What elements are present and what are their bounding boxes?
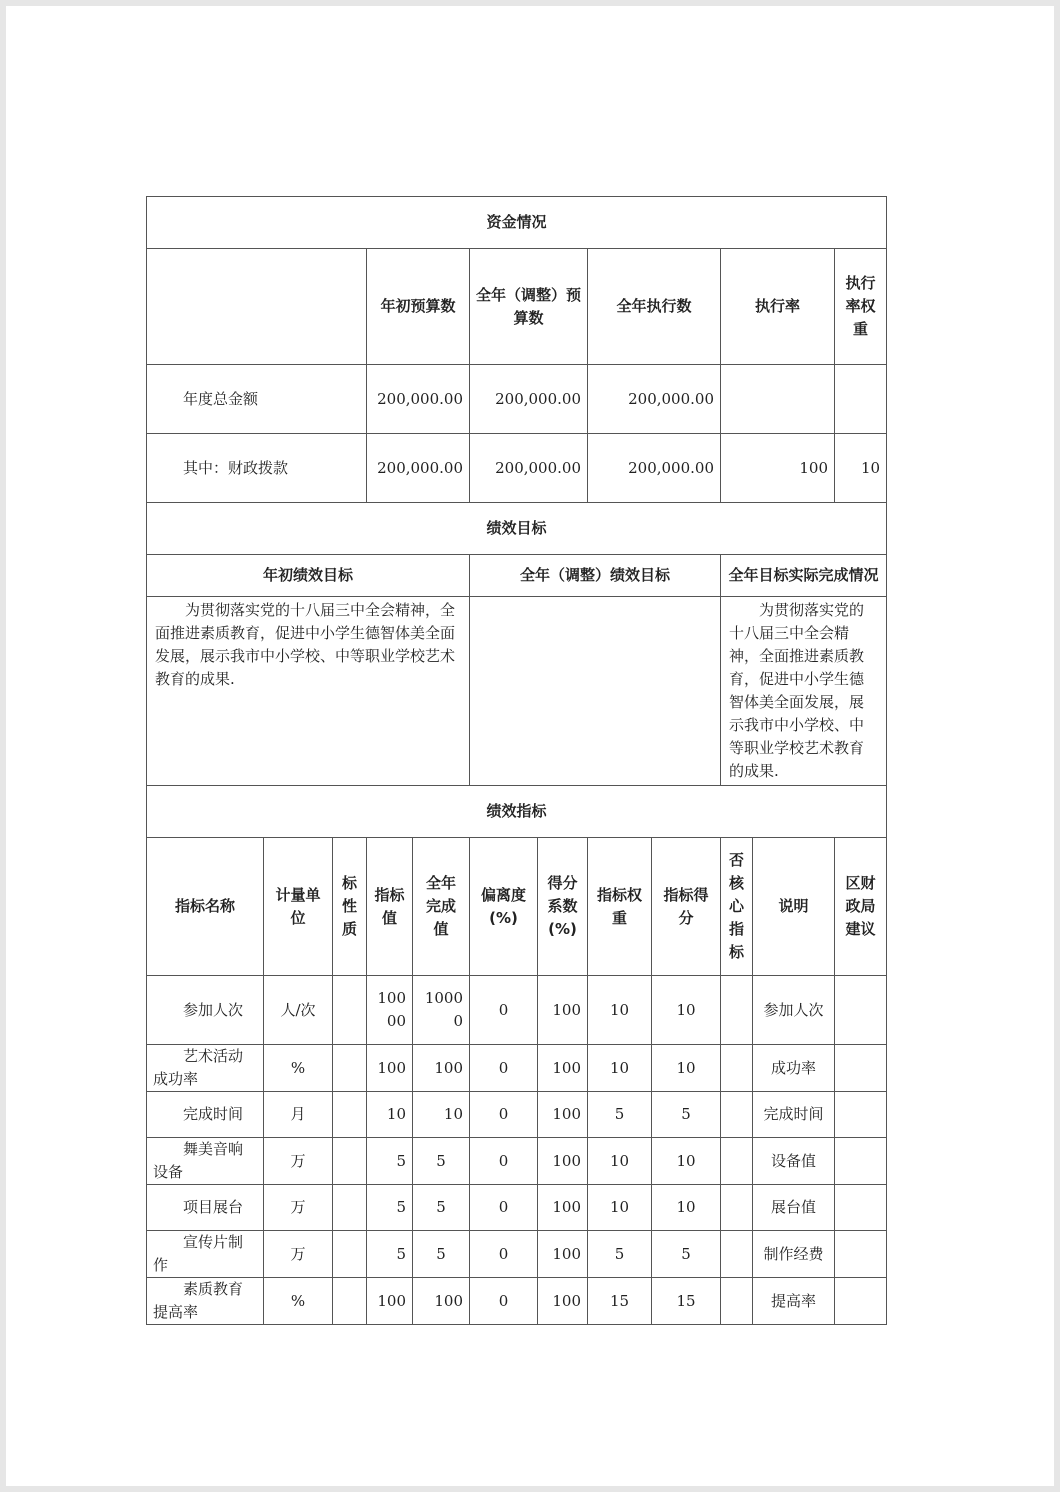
funds-row-label: 其中：财政拨款 [147,434,367,503]
ind-weight: 10 [588,1185,652,1231]
ind-nature [333,1092,367,1138]
ind-advice [835,1092,887,1138]
funds-initial-value: 200,000.00 [367,365,470,434]
ind-deviation: 0 [470,976,538,1045]
funds-header-blank [147,249,367,365]
ind-nature [333,1138,367,1185]
ind-nature [333,1185,367,1231]
funds-adjusted-value: 200,000.00 [470,365,588,434]
ind-deviation: 0 [470,1231,538,1278]
funds-executed-value: 200,000.00 [588,365,721,434]
ind-nature [333,976,367,1045]
goals-header-actual: 全年目标实际完成情况 [721,555,887,597]
table-row [147,1092,887,1138]
ind-weight: 10 [588,976,652,1045]
ind-weight: 10 [588,1138,652,1185]
table-row [147,1185,887,1231]
funds-header-initial: 年初预算数 [367,249,470,365]
ind-header-note: 说明 [753,838,835,976]
ind-deviation: 0 [470,1045,538,1092]
funds-adjusted-value: 200,000.00 [470,434,588,503]
funds-weight-value: 10 [835,434,887,503]
ind-target: 10 [367,1092,413,1138]
ind-coef: 100 [538,1045,588,1092]
ind-actual: 10 [413,1092,470,1138]
ind-coef: 100 [538,976,588,1045]
ind-core [721,1231,753,1278]
ind-target: 100 [367,1045,413,1092]
ind-weight: 15 [588,1278,652,1325]
table-row [147,976,887,1045]
ind-score: 10 [652,1138,721,1185]
ind-note: 成功率 [753,1045,835,1092]
ind-nature [333,1231,367,1278]
ind-header-deviation: 偏离度(%) [470,838,538,976]
ind-target: 5 [367,1231,413,1278]
ind-weight: 5 [588,1231,652,1278]
ind-nature [333,1278,367,1325]
funds-row-total [147,365,887,434]
funds-header-weight: 执行率权重 [835,249,887,365]
ind-score: 5 [652,1231,721,1278]
ind-header-actual: 全年完成值 [413,838,470,976]
goals-header-initial: 年初绩效目标 [147,555,470,597]
performance-table [146,196,887,1325]
ind-header-core: 否核心指标 [721,838,753,976]
ind-core [721,1185,753,1231]
ind-deviation: 0 [470,1278,538,1325]
ind-coef: 100 [538,1278,588,1325]
ind-actual: 5 [413,1231,470,1278]
ind-advice [835,1231,887,1278]
ind-coef: 100 [538,1231,588,1278]
ind-actual: 5 [413,1185,470,1231]
goals-header-adjusted: 全年（调整）绩效目标 [470,555,721,597]
ind-name: 素质教育提高率 [147,1278,264,1325]
table-row [147,1138,887,1185]
ind-advice [835,1138,887,1185]
ind-score: 10 [652,976,721,1045]
ind-score: 10 [652,1185,721,1231]
ind-name: 艺术活动成功率 [147,1045,264,1092]
ind-target: 5 [367,1138,413,1185]
ind-note: 参加人次 [753,976,835,1045]
ind-core [721,976,753,1045]
ind-score: 10 [652,1045,721,1092]
section-goals-title: 绩效目标 [147,503,887,555]
ind-header-unit: 计量单位 [264,838,333,976]
funds-executed-value: 200,000.00 [588,434,721,503]
funds-rate-value: 100 [721,434,835,503]
ind-coef: 100 [538,1185,588,1231]
ind-header-target: 指标值 [367,838,413,976]
ind-header-weight: 指标权重 [588,838,652,976]
ind-note: 完成时间 [753,1092,835,1138]
funds-header-rate: 执行率 [721,249,835,365]
ind-unit: 月 [264,1092,333,1138]
ind-target: 5 [367,1185,413,1231]
ind-weight: 10 [588,1045,652,1092]
ind-actual: 5 [413,1138,470,1185]
ind-header-nature: 标性质 [333,838,367,976]
ind-note: 制作经费 [753,1231,835,1278]
ind-actual: 100 [413,1278,470,1325]
ind-header-name: 指标名称 [147,838,264,976]
ind-name: 项目展台 [147,1185,264,1231]
ind-actual: 100 [413,1045,470,1092]
ind-header-coef: 得分系数(%) [538,838,588,976]
table-row [147,1045,887,1092]
ind-note: 设备值 [753,1138,835,1185]
ind-note: 提高率 [753,1278,835,1325]
ind-unit: 人/次 [264,976,333,1045]
ind-unit: 万 [264,1185,333,1231]
table-row [147,1231,887,1278]
funds-rate-value [721,365,835,434]
ind-core [721,1138,753,1185]
ind-header-score: 指标得分 [652,838,721,976]
ind-score: 15 [652,1278,721,1325]
funds-weight-value [835,365,887,434]
ind-name: 参加人次 [147,976,264,1045]
document-page [6,6,1054,1486]
ind-actual: 10000 [413,976,470,1045]
funds-row-label: 年度总金额 [147,365,367,434]
ind-deviation: 0 [470,1185,538,1231]
ind-unit: % [264,1045,333,1092]
funds-header-executed: 全年执行数 [588,249,721,365]
ind-header-advice: 区财政局建议 [835,838,887,976]
table-row [147,1278,887,1325]
goals-initial-text: 为贯彻落实党的十八届三中全会精神，全面推进素质教育，促进中小学生德智体美全面发展，展示我市中小学校、中等职业学校艺术教育的成果. [147,597,470,786]
ind-name: 完成时间 [147,1092,264,1138]
ind-coef: 100 [538,1138,588,1185]
goals-adjusted-text [470,597,721,786]
ind-core [721,1092,753,1138]
ind-deviation: 0 [470,1092,538,1138]
ind-name: 舞美音响设备 [147,1138,264,1185]
ind-weight: 5 [588,1092,652,1138]
ind-name: 宣传片制作 [147,1231,264,1278]
funds-initial-value: 200,000.00 [367,434,470,503]
ind-coef: 100 [538,1092,588,1138]
ind-deviation: 0 [470,1138,538,1185]
ind-core [721,1278,753,1325]
ind-advice [835,1045,887,1092]
section-indicators-title: 绩效指标 [147,786,887,838]
section-funds-title: 资金情况 [147,197,887,249]
ind-advice [835,976,887,1045]
ind-advice [835,1278,887,1325]
ind-note: 展台值 [753,1185,835,1231]
ind-target: 10000 [367,976,413,1045]
ind-core [721,1045,753,1092]
ind-score: 5 [652,1092,721,1138]
ind-unit: % [264,1278,333,1325]
funds-row-fiscal [147,434,887,503]
ind-unit: 万 [264,1231,333,1278]
goals-actual-text: 为贯彻落实党的十八届三中全会精神，全面推进素质教育，促进中小学生德智体美全面发展，展示我市中小学校、中等职业学校艺术教育的成果. [721,597,887,786]
ind-unit: 万 [264,1138,333,1185]
ind-target: 100 [367,1278,413,1325]
ind-nature [333,1045,367,1092]
ind-advice [835,1185,887,1231]
funds-header-adjusted: 全年（调整）预算数 [470,249,588,365]
